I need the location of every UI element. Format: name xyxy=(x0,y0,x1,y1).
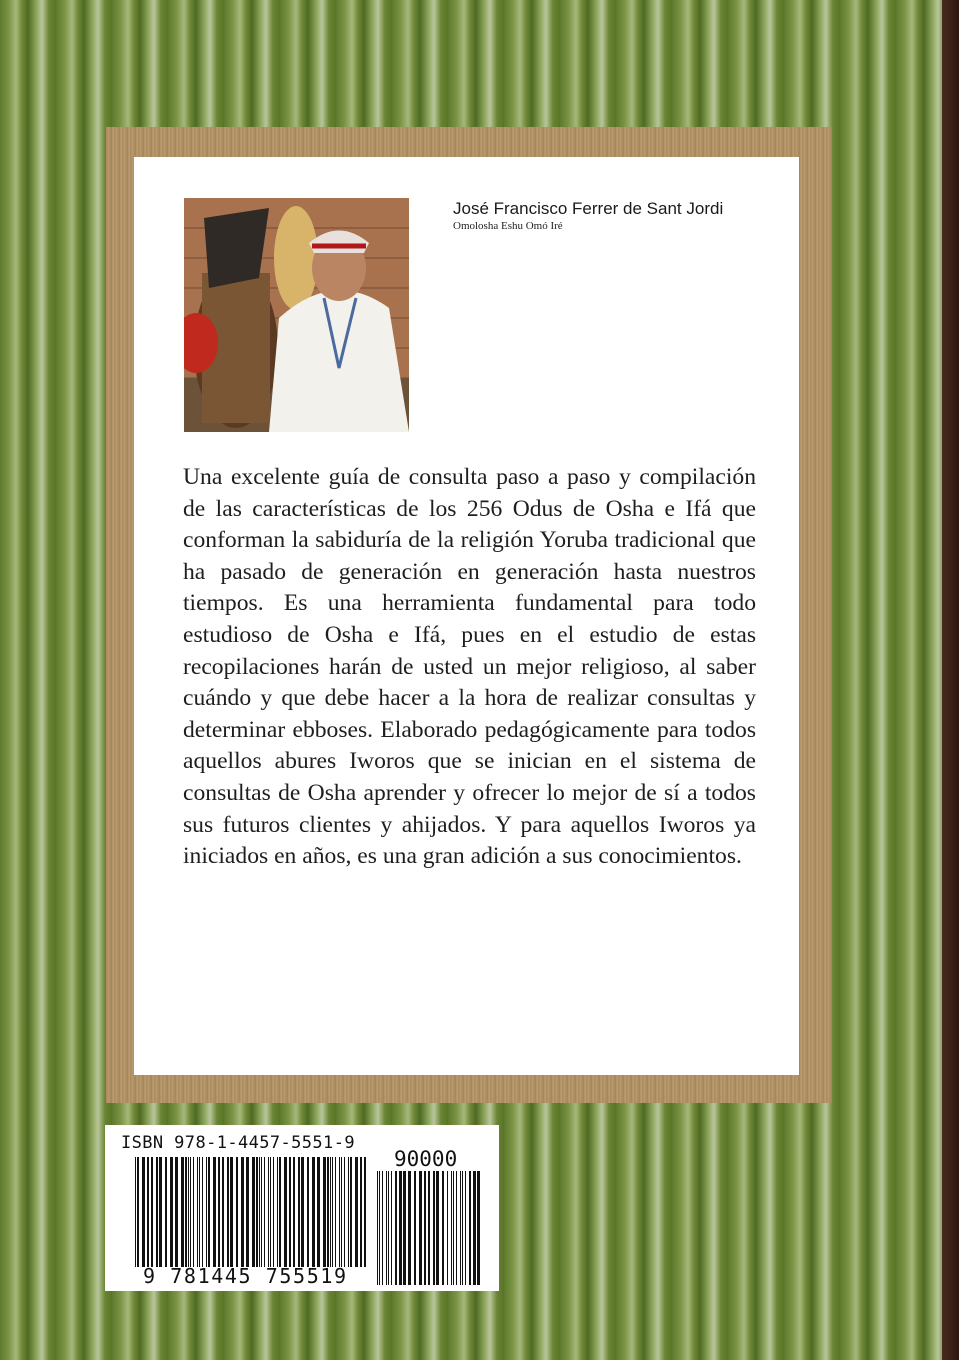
barcode-bar xyxy=(473,1171,476,1285)
barcode-bar xyxy=(241,1157,244,1267)
barcode-bar xyxy=(301,1157,304,1267)
barcode-bar xyxy=(424,1171,426,1285)
barcode-bar xyxy=(469,1171,471,1285)
barcode-bar xyxy=(246,1157,249,1267)
barcode-bar xyxy=(170,1157,173,1267)
barcode-bar xyxy=(312,1157,315,1267)
barcode-bar xyxy=(386,1171,387,1285)
barcode-bar xyxy=(433,1171,435,1285)
barcode-bar xyxy=(391,1171,392,1285)
barcode-bar xyxy=(388,1171,389,1285)
barcode-bar xyxy=(159,1157,162,1267)
barcode-bar xyxy=(137,1157,139,1267)
barcode-bar xyxy=(307,1157,309,1267)
author-name: José Francisco Ferrer de Sant Jordi xyxy=(453,199,724,218)
author-photo xyxy=(184,198,409,432)
barcode-bar xyxy=(456,1171,457,1285)
barcode-bar xyxy=(442,1171,444,1285)
barcode-bar xyxy=(175,1157,178,1267)
barcode-bar xyxy=(377,1171,378,1285)
barcode-bar xyxy=(317,1157,320,1267)
barcode-bar xyxy=(339,1157,340,1267)
barcode-bar xyxy=(436,1171,439,1285)
barcode-bar xyxy=(230,1157,233,1267)
barcode-bar xyxy=(208,1157,210,1267)
barcode-bar xyxy=(277,1157,278,1267)
barcode-bar xyxy=(293,1157,295,1267)
barcode-bar xyxy=(348,1157,349,1267)
barcode-bar xyxy=(256,1157,258,1267)
barcode-bar xyxy=(289,1157,291,1267)
barcode-bar xyxy=(355,1157,358,1267)
barcode-bar xyxy=(323,1157,326,1267)
barcode-bar xyxy=(213,1157,216,1267)
barcode-bar xyxy=(156,1157,158,1267)
barcode-bar xyxy=(408,1171,411,1285)
barcode-bar xyxy=(414,1171,416,1285)
book-spine-edge xyxy=(942,0,959,1360)
barcode-bar xyxy=(270,1157,271,1267)
price-code: 90000 xyxy=(394,1147,458,1171)
book-description: Una excelente guía de consulta paso a paso y compilación de las características de los 256 Odus de Osha e Ifá que conforman la sabiduría de la religión Yoruba tradicional que ha pasado de generación en generación hasta nuestros tiempos. Es una herramienta fundamental para todo estudioso de Osha e Ifá, pues en el estudio de estas recopilaciones harán de usted un mejor religioso, al saber cuándo y que debe hacer a la hora de realizar consultas y determinar ebboses. Elaborado pedagógicamente para todos aquellos abures Iworos que se inician en el sistema de consultas de Osha aprender y ofrecer lo mejor de sí a todos sus futuros clientes y ahijados. Y para aquellos Iworos ya iniciados en años, es una gran adición a sus conocimientos. xyxy=(183,464,756,870)
barcode-bar xyxy=(236,1157,238,1267)
barcode-bar xyxy=(403,1171,406,1285)
barcode-bar xyxy=(399,1171,402,1285)
barcode-bar xyxy=(268,1157,269,1267)
barcode-bar xyxy=(264,1157,265,1267)
barcode-bar xyxy=(185,1157,187,1267)
barcode-bar xyxy=(360,1157,362,1267)
barcode-bar xyxy=(335,1157,336,1267)
barcode-bar xyxy=(341,1157,342,1267)
barcode-bar xyxy=(218,1157,220,1267)
barcode-bar xyxy=(147,1157,149,1267)
barcode-bar xyxy=(465,1171,466,1285)
barcode-bar xyxy=(350,1157,352,1267)
barcode-bar xyxy=(419,1171,422,1285)
barcode-bar xyxy=(462,1171,463,1285)
barcode-bar xyxy=(202,1157,203,1267)
barcode-bar xyxy=(284,1157,287,1267)
barcode-bar xyxy=(135,1157,136,1267)
barcode-bar xyxy=(190,1157,191,1267)
barcode-bar xyxy=(453,1171,454,1285)
barcode-bar xyxy=(151,1157,153,1267)
barcode-bar xyxy=(273,1157,274,1267)
barcode-bar xyxy=(165,1157,167,1267)
barcode-bar xyxy=(188,1157,189,1267)
barcode-bar xyxy=(142,1157,145,1267)
barcode-bar xyxy=(261,1157,262,1267)
barcode-bar xyxy=(460,1171,461,1285)
ean-digits: 9 781445 755519 xyxy=(143,1264,348,1288)
barcode-bar xyxy=(344,1157,345,1267)
barcode-bar xyxy=(382,1171,383,1285)
barcode-bar xyxy=(379,1171,380,1285)
barcode-bar xyxy=(330,1157,331,1267)
barcode-bar xyxy=(181,1157,184,1267)
barcode-bar xyxy=(451,1171,452,1285)
barcode-bar xyxy=(395,1171,397,1285)
barcode-bar xyxy=(227,1157,229,1267)
barcode-bar xyxy=(447,1171,448,1285)
barcode-bar xyxy=(477,1171,480,1285)
barcode-bar xyxy=(222,1157,224,1267)
author-title: Omolosha Eshu Omó Iré xyxy=(453,220,563,232)
barcode-bar xyxy=(199,1157,200,1267)
barcode-bar xyxy=(298,1157,300,1267)
barcode-bar xyxy=(428,1171,430,1285)
barcode-bar xyxy=(197,1157,198,1267)
barcode-bar xyxy=(259,1157,260,1267)
barcode-bar xyxy=(364,1157,366,1267)
barcode-bar xyxy=(327,1157,329,1267)
barcode-bar xyxy=(206,1157,207,1267)
barcode-bar xyxy=(252,1157,255,1267)
barcode-bar xyxy=(193,1157,194,1267)
barcode-bar xyxy=(332,1157,333,1267)
barcode-bar xyxy=(279,1157,281,1267)
isbn-label: ISBN 978-1-4457-5551-9 xyxy=(121,1133,355,1153)
